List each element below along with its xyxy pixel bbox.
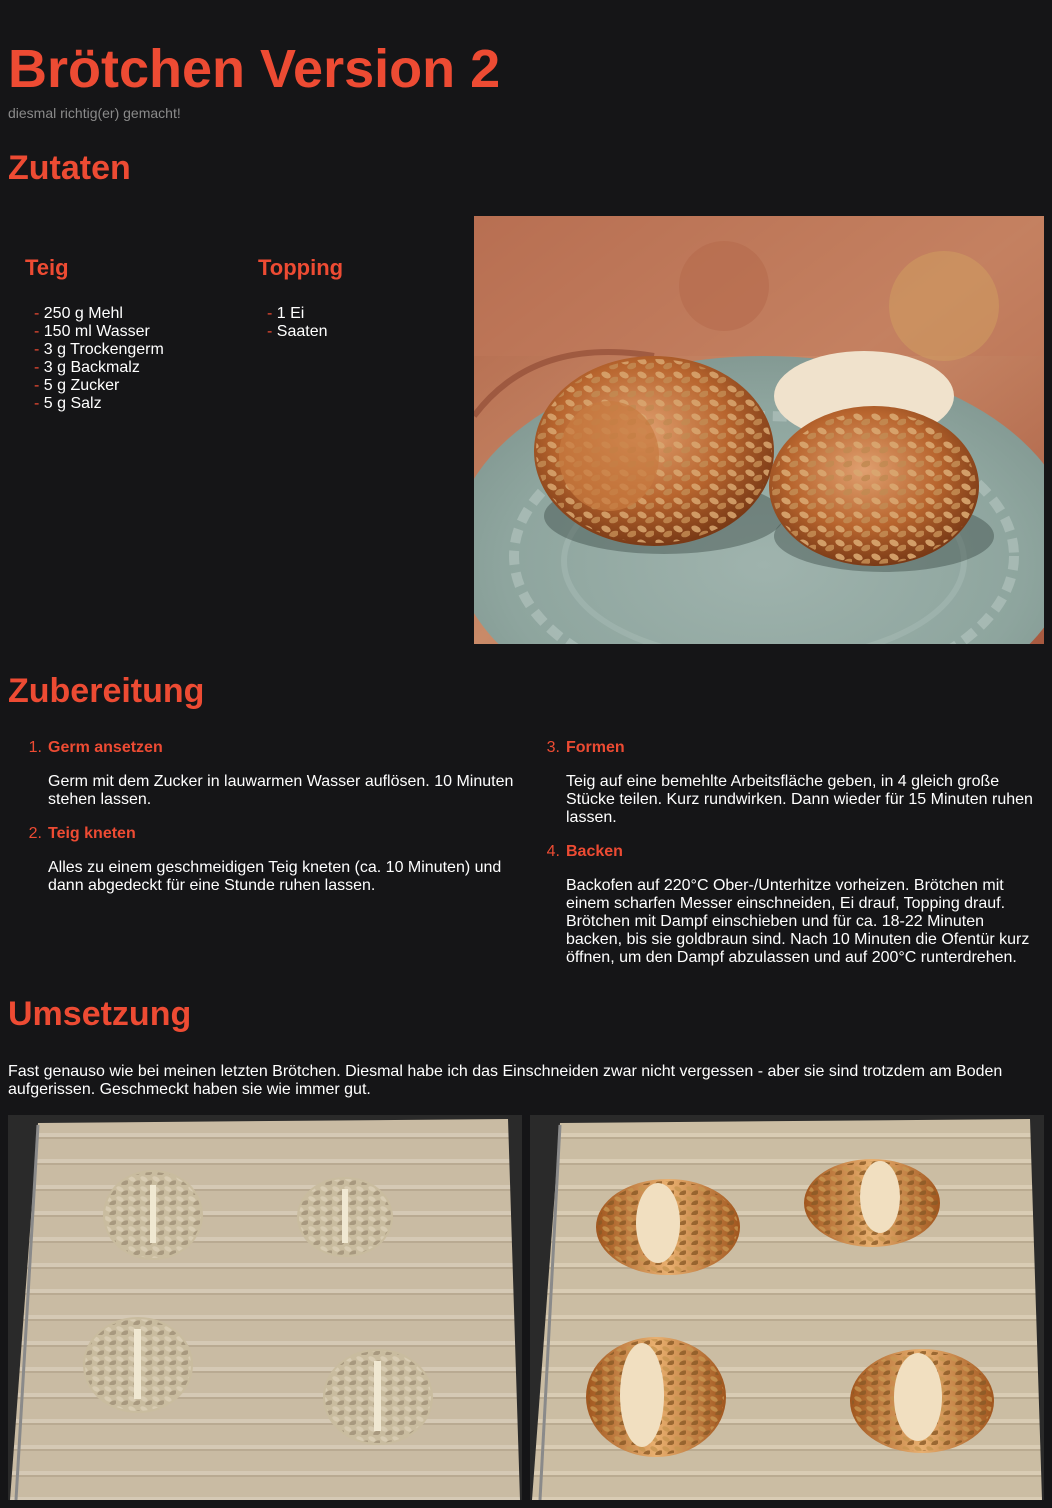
rolls-on-plate-photo [474,216,1044,644]
topping-ingredient-list [267,305,328,341]
step-title: Germ ansetzen [48,739,163,756]
ingredient-item: - 5 g Zucker [34,377,120,394]
step-number: 1. [28,739,42,756]
page-title: Brötchen Version 2 [8,39,501,99]
section-heading-zutaten: Zutaten [8,149,131,187]
step-number: 4. [546,843,560,860]
ingredient-item: - Saaten [267,323,328,340]
step-text: Backofen auf 220°C Ober-/Unterhitze vorheizen. Brötchen mit einem scharfen Messer einschneiden, Ei drauf, Topping drauf. Brötchen mit Dampf einschieben und für ca. 18-22 Minuten backen, bis sie goldbraun sind. Nach 10 Minuten die Ofentür kurz öffnen, um den Dampf abzulassen und auf 200°C runterdrehen. [566,877,1030,966]
ingredient-item: - 250 g Mehl [34,305,123,322]
ingredient-item: - 1 Ei [267,305,305,322]
topping-heading: Topping [258,255,344,280]
step-title: Backen [566,843,623,860]
section-heading-zubereitung: Zubereitung [8,672,205,710]
step-number: 2. [28,825,42,842]
unbaked-rolls-photo [8,1115,522,1500]
page-subtitle: diesmal richtig(er) gemacht! [8,105,181,121]
teig-ingredient-list [34,305,164,413]
umsetzung-text: Fast genauso wie bei meinen letzten Brötchen. Diesmal habe ich das Einschneiden zwar nicht vergessen - aber sie sind trotzdem am Boden aufgerissen. Geschmeckt haben sie wie immer gut. [8,1063,1003,1098]
ingredient-item: - 3 g Trockengerm [34,341,164,358]
baked-rolls-photo [530,1115,1044,1500]
step-text: Teig auf eine bemehlte Arbeitsfläche geben, in 4 gleich große Stücke teilen. Kurz rundwirken. Dann wieder für 15 Minuten ruhen lassen. [566,773,1033,826]
ingredient-item: - 150 ml Wasser [34,323,150,340]
step-text: Germ mit dem Zucker in lauwarmen Wasser auflösen. 10 Minuten stehen lassen. [48,773,514,808]
step-title: Teig kneten [48,825,136,842]
step-text: Alles zu einem geschmeidigen Teig kneten (ca. 10 Minuten) und dann abgedeckt für eine Stunde ruhen lassen. [48,859,502,894]
step-number: 3. [546,739,560,756]
step-title: Formen [566,739,625,756]
ingredient-item: - 3 g Backmalz [34,359,140,376]
teig-heading: Teig [25,255,69,280]
ingredient-item: - 5 g Salz [34,395,102,412]
section-heading-umsetzung: Umsetzung [8,995,192,1033]
